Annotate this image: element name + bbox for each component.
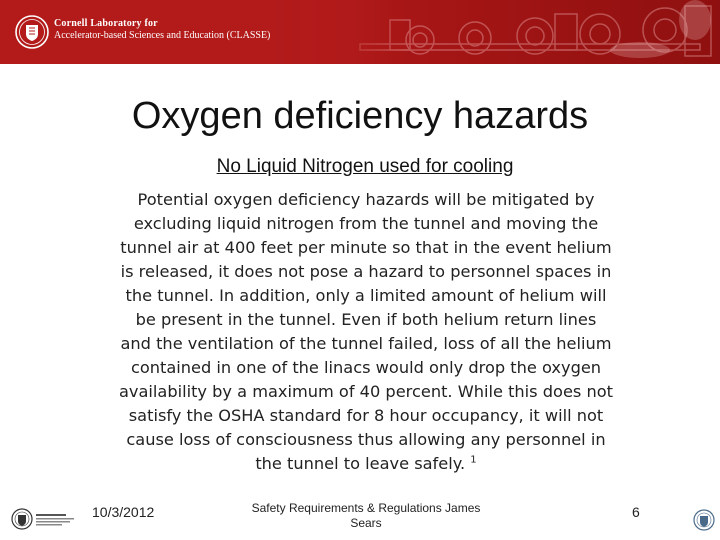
footer-date: 10/3/2012 <box>92 504 155 520</box>
cornell-university-logo-icon <box>10 506 90 532</box>
org-name-line1: Cornell Laboratory for <box>54 18 158 29</box>
slide-title: Oxygen deficiency hazards <box>131 95 589 137</box>
slide-body-text: Potential oxygen deficiency hazards will be mitigated by excluding liquid nitrogen from the tunnel and moving the tunnel air at 400 feet per minute so that in the event helium is released, it does not pose a hazard to personnel spaces in the tunnel. In addition, only a limited amount of helium will be present in the tunnel. Even if both helium return lines and the ventilation of the tunnel failed, loss of all the helium contained in one of the linacs would only drop the oxygen availability by a maximum of 40 percent. While this does not satisfy the OSHA standard for 8 hour occupancy, it will not cause loss of consciousness thus allowing any personnel in the tunnel to leave safely. <box>118 190 613 473</box>
accelerator-machinery-image <box>300 0 720 64</box>
footer-presentation-info: Safety Requirements & Regulations James Sears <box>251 501 481 530</box>
org-name-line2: Accelerator-based Sciences and Education (CLASSE) <box>54 30 271 41</box>
org-name <box>54 18 270 42</box>
slide-body <box>118 188 614 476</box>
slide-subtitle: No Liquid Nitrogen used for cooling <box>216 156 514 177</box>
page-number: 6 <box>632 504 640 520</box>
header-banner <box>0 0 720 64</box>
cornell-seal-icon <box>14 12 50 52</box>
cornell-seal-small-icon <box>692 506 716 534</box>
footnote-marker: 1 <box>470 454 477 466</box>
